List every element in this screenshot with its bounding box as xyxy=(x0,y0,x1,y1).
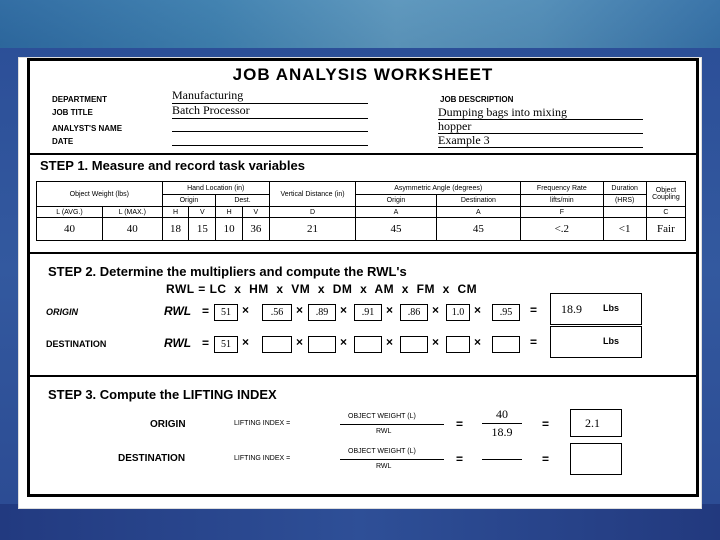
multiply-sign: × xyxy=(474,303,482,317)
multiply-sign: × xyxy=(296,303,304,317)
origin-rwl-result-box[interactable] xyxy=(550,293,642,325)
value-d[interactable]: 21 xyxy=(269,218,356,241)
value-l-avg[interactable]: 40 xyxy=(37,218,103,241)
col-asymmetric-angle: Asymmetric Angle (degrees) xyxy=(356,182,521,195)
job-description-line-2[interactable]: hopper xyxy=(438,119,643,134)
multiply-sign: × xyxy=(432,335,440,349)
li-origin-result: 2.1 xyxy=(585,416,600,430)
sub-f: F xyxy=(521,207,603,218)
value-v-origin[interactable]: 15 xyxy=(189,218,216,241)
worksheet-page xyxy=(18,57,702,509)
sub-a-dest: A xyxy=(436,207,520,218)
li-origin-label: ORIGIN xyxy=(150,419,186,430)
slide-decoration-bottom xyxy=(0,504,720,540)
destination-vm-box[interactable] xyxy=(308,336,336,353)
li-origin-denominator: RWL xyxy=(376,428,392,435)
sub-l-max: L (MAX.) xyxy=(102,207,162,218)
department-label: DEPARTMENT xyxy=(52,95,107,104)
origin-fm-box[interactable]: 1.0 xyxy=(446,304,470,321)
sub-v-dest: V xyxy=(243,207,270,218)
li-destination-result-box[interactable] xyxy=(570,443,622,475)
li-destination-denominator: RWL xyxy=(376,463,392,470)
hand-origin-header: Origin xyxy=(162,195,216,207)
sub-duration xyxy=(603,207,646,218)
equals-sign: = xyxy=(530,335,538,349)
value-v-dest[interactable]: 36 xyxy=(243,218,270,241)
job-description-line-1[interactable]: Dumping bags into mixing xyxy=(438,105,643,120)
slide-decoration-top xyxy=(0,0,720,48)
worksheet-title: JOB ANALYSIS WORKSHEET xyxy=(232,65,494,84)
equals-sign: = xyxy=(456,417,464,431)
asym-destination-header: Destination xyxy=(436,195,520,207)
li-destination-label: DESTINATION xyxy=(118,453,186,464)
li-origin-rwl: 18.9 xyxy=(491,425,513,439)
origin-cm-box[interactable]: .95 xyxy=(492,304,520,321)
destination-rwl-units: Lbs xyxy=(603,336,620,346)
col-object-coupling: Object Coupling xyxy=(646,182,685,207)
duration-units: (HRS) xyxy=(603,195,646,207)
li-origin-numerator: OBJECT WEIGHT (L) xyxy=(348,413,416,420)
destination-rwl-label: RWL xyxy=(164,336,192,350)
freq-units: lifts/min xyxy=(521,195,603,207)
multiply-sign: × xyxy=(386,335,394,349)
task-variables-table xyxy=(36,181,686,241)
analyst-name-field[interactable] xyxy=(172,117,368,132)
destination-hm-box[interactable] xyxy=(262,336,292,353)
multiply-sign: × xyxy=(296,335,304,349)
col-frequency-rate: Frequency Rate xyxy=(521,182,603,195)
equals-sign: = xyxy=(202,304,210,318)
date-field[interactable] xyxy=(172,131,368,146)
origin-am-box[interactable]: .86 xyxy=(400,304,428,321)
destination-fm-box[interactable] xyxy=(446,336,470,353)
multiply-sign: × xyxy=(340,335,348,349)
hand-dest-header: Dest. xyxy=(216,195,270,207)
destination-dm-box[interactable] xyxy=(354,336,382,353)
li-origin-formula-label: LIFTING INDEX = xyxy=(234,420,291,427)
col-duration: Duration xyxy=(603,182,646,195)
sub-c: C xyxy=(646,207,685,218)
sub-a-origin: A xyxy=(356,207,436,218)
multiply-sign: × xyxy=(386,303,394,317)
origin-hm-box[interactable]: .56 xyxy=(262,304,292,321)
step1-heading: STEP 1. Measure and record task variables xyxy=(40,158,305,173)
origin-rwl-result: 18.9 xyxy=(561,302,582,316)
fraction-bar xyxy=(482,423,522,424)
job-title-label: JOB TITLE xyxy=(52,108,93,117)
origin-lc-box[interactable]: 51 xyxy=(214,304,238,321)
destination-am-box[interactable] xyxy=(400,336,428,353)
asym-origin-header: Origin xyxy=(356,195,436,207)
origin-vm-box[interactable]: .89 xyxy=(308,304,336,321)
sub-v-origin: V xyxy=(189,207,216,218)
col-vertical-distance: Vertical Distance (in) xyxy=(269,182,356,207)
job-description-label: JOB DESCRIPTION xyxy=(440,95,514,104)
value-a-dest[interactable]: 45 xyxy=(436,218,520,241)
equals-sign: = xyxy=(530,303,538,317)
sub-d: D xyxy=(269,207,356,218)
li-destination-formula-label: LIFTING INDEX = xyxy=(234,455,291,462)
sub-h-origin: H xyxy=(162,207,189,218)
step3-heading: STEP 3. Compute the LIFTING INDEX xyxy=(48,387,277,402)
sub-h-dest: H xyxy=(216,207,243,218)
origin-row-label: ORIGIN xyxy=(46,307,79,317)
fraction-bar xyxy=(340,424,444,425)
department-field[interactable]: Manufacturing xyxy=(172,88,368,104)
origin-rwl-units: Lbs xyxy=(603,303,620,313)
job-title-field[interactable]: Batch Processor xyxy=(172,103,368,119)
divider xyxy=(30,153,696,155)
analyst-name-label: ANALYST'S NAME xyxy=(52,124,123,133)
equals-sign: = xyxy=(202,336,210,350)
destination-cm-box[interactable] xyxy=(492,336,520,353)
multiply-sign: × xyxy=(432,303,440,317)
col-object-weight: Object Weight (lbs) xyxy=(37,182,163,207)
destination-rwl-result-box[interactable] xyxy=(550,326,642,358)
equals-sign: = xyxy=(542,417,550,431)
value-h-dest[interactable]: 10 xyxy=(216,218,243,241)
value-l-max[interactable]: 40 xyxy=(102,218,162,241)
destination-row-label: DESTINATION xyxy=(46,339,107,349)
date-label: DATE xyxy=(52,137,74,146)
li-origin-result-box[interactable] xyxy=(570,409,622,437)
divider xyxy=(30,375,696,377)
multiply-sign: × xyxy=(242,303,250,317)
job-description-line-3[interactable]: Example 3 xyxy=(438,133,643,148)
value-h-origin[interactable]: 18 xyxy=(162,218,189,241)
li-destination-blank-fraction[interactable] xyxy=(482,459,522,460)
equals-sign: = xyxy=(542,452,550,466)
origin-dm-box[interactable]: .91 xyxy=(354,304,382,321)
li-origin-weight: 40 xyxy=(496,407,508,421)
value-a-origin[interactable]: 45 xyxy=(356,218,436,241)
value-f[interactable]: <.2 xyxy=(521,218,603,241)
multiply-sign: × xyxy=(474,335,482,349)
fraction-bar xyxy=(340,459,444,460)
equals-sign: = xyxy=(456,452,464,466)
worksheet-frame xyxy=(27,58,699,497)
origin-rwl-label: RWL xyxy=(164,304,192,318)
destination-lc-box[interactable]: 51 xyxy=(214,336,238,353)
multiply-sign: × xyxy=(242,335,250,349)
value-duration[interactable]: <1 xyxy=(603,218,646,241)
li-destination-numerator: OBJECT WEIGHT (L) xyxy=(348,448,416,455)
step2-heading: STEP 2. Determine the multipliers and compute the RWL's xyxy=(48,264,407,279)
multiply-sign: × xyxy=(340,303,348,317)
divider xyxy=(30,252,696,254)
rwl-formula: RWL = LC x HM x VM x DM x AM x FM x CM xyxy=(166,282,478,296)
value-coupling[interactable]: Fair xyxy=(646,218,685,241)
sub-l-avg: L (AVG.) xyxy=(37,207,103,218)
col-hand-location: Hand Location (in) xyxy=(162,182,269,195)
